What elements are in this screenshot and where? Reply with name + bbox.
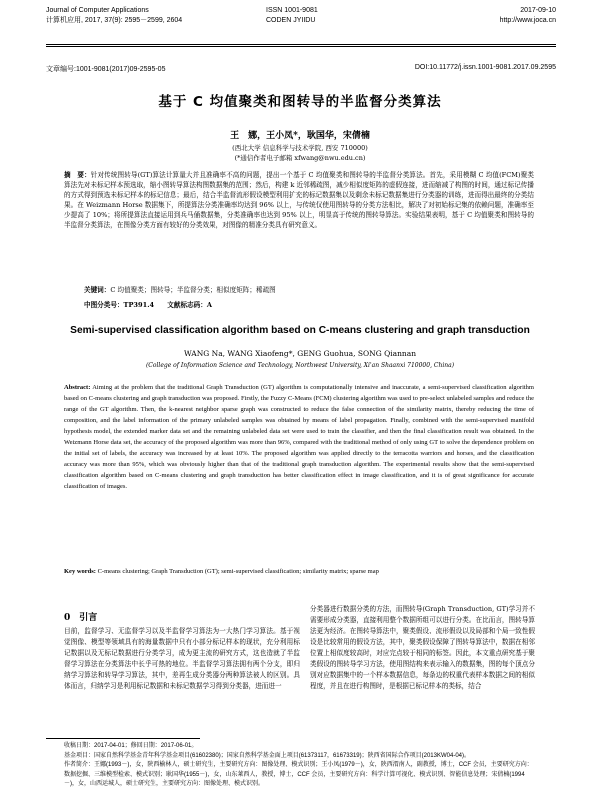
journal-name-cn: 计算机应用, 2017, 37(9): 2595－2599, 2604: [46, 17, 183, 24]
keywords-cn-label: 关键词：: [84, 286, 111, 294]
footnote-rule: [46, 738, 200, 739]
keywords-cn: [84, 285, 534, 295]
keywords-en-text: C-means clustering; Graph Transduction (GT); semi-supervised classification; similarity matrix; sparse map: [97, 568, 379, 575]
abstract-en: [64, 382, 534, 492]
affiliation-en: (College of Information Science and Technology, Northwest University, Xi'an Shaanxi 710000, China): [145, 362, 455, 369]
abstract-en-label: Abstract:: [64, 384, 91, 391]
corresponding-email: (*通信作者电子邮箱 xfwang@nwu.edu.cn): [234, 154, 366, 162]
body-column-right: 分类器进行数据分类的方法，而图转导(Graph Transduction, GT)学习并不需要形成分类器，直接利用整个数据所组可以进行分类。在比而言，图转导算法更为经济。在图转导算法中，聚类假设、流形假设以及局部和个局一致性假设是比较常用的假设方法，其中，聚类假设保障了图转导算法中，数据在相邻位置上相似度较高时，对应完点较于相同的标签。因此，本文重点研究基于聚类假设的图转导学习方法，使用图结构来表示输入的数据集，图的每个顶点分别对应数据集中的一个样本数据信息，每条边的权重代表样本数据之间的相似程度，并且在进行构图时，是根据已标记样本的类标，结合: [310, 605, 535, 690]
affiliation-cn: (西北大学 信息科学与技术学院, 西安 710000): [232, 144, 368, 152]
keywords-en-label: Key words:: [64, 568, 96, 575]
journal-codes: ISSN 1001-9081 CODEN JYIIDU: [266, 7, 318, 24]
footnotes: [64, 742, 534, 790]
abstract-cn: [64, 170, 534, 230]
footnote-fund: 基金项目：国家自然科学基金青年科学基金项目(61602380)；国家自然科学基金面上项目(61373117，61673319)；陕西省国际合作项目(2013KW04-04)。: [64, 752, 470, 759]
classification-cn: 中图分类号：TP391.4 文献标志码：A: [84, 301, 212, 309]
article-meta: [46, 64, 556, 74]
keywords-en: [64, 566, 534, 577]
section-heading-introduction: 0 引言: [64, 613, 98, 623]
journal-name: Journal of Computer Applications 计算机应用, 2017, 37(9): 2595－2599, 2604: [46, 7, 183, 24]
body-column-left: 目前，监督学习、无监督学习以及半监督学习算法为一大热门学习算法。基于视觉图像、模型等领域具有的海量数据中只有小部分标记样本的现状，充分利用标记数据以及无标记数据进行分类学习，成为更主流的研究方式，这也造就了半监督学习算法在分类算法中长乎可热的地位。半监督学习算法拥有两个分支，即归纳学习算法和转导学习算法，其中，差再生成分类器分两种算法被人的区别。具体而言，归纳学习是利用标记数据和未标记数据学习得到分类器，进而进一: [64, 627, 300, 690]
journal-url[interactable]: http://www.joca.cn: [499, 17, 556, 24]
paper-title-cn: 基于 C 均值聚类和图转导的半监督分类算法: [158, 94, 442, 110]
footnote-received: 收稿日期：2017-04-01；修回日期：2017-06-01。: [64, 743, 198, 749]
abstract-cn-text: 针对传统图转导(GT)算法计算量大并且准确率不高的问题，提出一个基于 C 均值聚类和图转导的半监督分类算法。首先，采用模糊 C 均值(FCM)聚类算法先对未标记样本预选取，缩小图转导算法构图数据集的范围；然后，构建 k 近邻稀疏图，减少相似度矩阵的虚假连接，进而缩减了构图的时间，通过标记传播的方式得到预选未标记样本的标记信息；最后，结合半监督流形假设模型利用扩充的标记数据集以及剩余未标记数据集进行分类器的训练，进而得出最终的分类结果。在 Weizmann Horse 数据集下，所提算法分类准确率均达到 96% 以上，与传统仅使用图转导的分类方法相比，解决了对初始标记集的依赖问题，准确率至少提高了 10%；将所提算法直接运用到兵马俑数据集，分类准确率也达到 95% 以上，明显高于传统的图转导算法。实验结果表明，基于 C 均值聚类和图转导的半监督分类算法，在图像分类方面有较好的分类效果，对图像的精准分类具有研究意义。: [64, 171, 534, 229]
authors-cn: 王 娜，王小凤*，耿国华，宋倩楠: [230, 131, 370, 141]
doi[interactable]: DOI:10.11772/j.issn.1001-9081.2017.09.2595: [414, 64, 556, 71]
journal-date-url: 2017-09-10 http://www.joca.cn: [499, 7, 556, 24]
paper-title-en: Semi-supervised classification algorithm based on C-means clustering and graph transduction: [70, 325, 530, 336]
footnote-bio: 作者简介：王娜(1993－)，女，陕西榆林人，硕士研究生，主要研究方向：图像处理、模式识别；王小凤(1979－)，女，陕西渭南人，副教授，博士，CCF 会员，主要研究方向：数据挖掘、三维模型检索、模式识别；耿国华(1955－)，女，山东莱西人，教授，博士，CCF 会员，主要研究方向：科学计算可视化、模式识别、智能信息处理；宋倩楠(1994－)，女，山西运城人，硕士研究生，主要研究方向：图像处理、模式识别。: [64, 762, 533, 787]
running-header: [46, 6, 556, 40]
abstract-cn-label: 摘 要：: [64, 171, 91, 179]
keywords-cn-text: C 均值聚类；图转导；半监督分类；相似度矩阵；稀疏图: [110, 286, 276, 294]
abstract-en-text: Aiming at the problem that the traditional Graph Transduction (GT) algorithm is computationally intensive and inaccurate, a semi-supervised classification algorithm based on C-means clustering and graph transduction was proposed. Firstly, the Fuzzy C-Means (FCM) clustering algorithm was used to pre-select unlabeled samples and reduce the range of the GT algorithm. Then, the k-nearest neighbor sparse graph was constructed to reduce the false connection of the similarity matrix, thereby reducing the time of composition, and the label information of the primary unlabeled samples was obtained by means of label propagation. Finally, combined with the semi-supervised manifold hypothesis model, the extended marker data set and the remaining unlabeled data set were used to train the classifier, and then the final classification result was obtained. In the Weizmann Horse data set, the accuracy of the proposed algorithm was more than 96%, compared with the traditional method of only using GT to solve the dependence problem on the initial set of labels, the accuracy was increased by at least 10%. The proposed algorithm was applied directly to the terracotta warriors and horses, and the classification accuracy was more than 95%, which was obviously higher than that of the traditional graph transduction algorithm. The experimental results show that the semi-supervised classification algorithm based on C-means clustering and graph transduction has better classification effect in image classification, and it is of great significance for accurate classification of images.: [64, 384, 534, 490]
article-number: 文章编号:1001-9081(2017)09-2595-05: [46, 66, 166, 73]
header-rule: [46, 44, 556, 45]
header-rule-thin: [46, 46, 556, 47]
authors-en: WANG Na, WANG Xiaofeng*, GENG Guohua, SONG Qiannan: [183, 349, 417, 358]
